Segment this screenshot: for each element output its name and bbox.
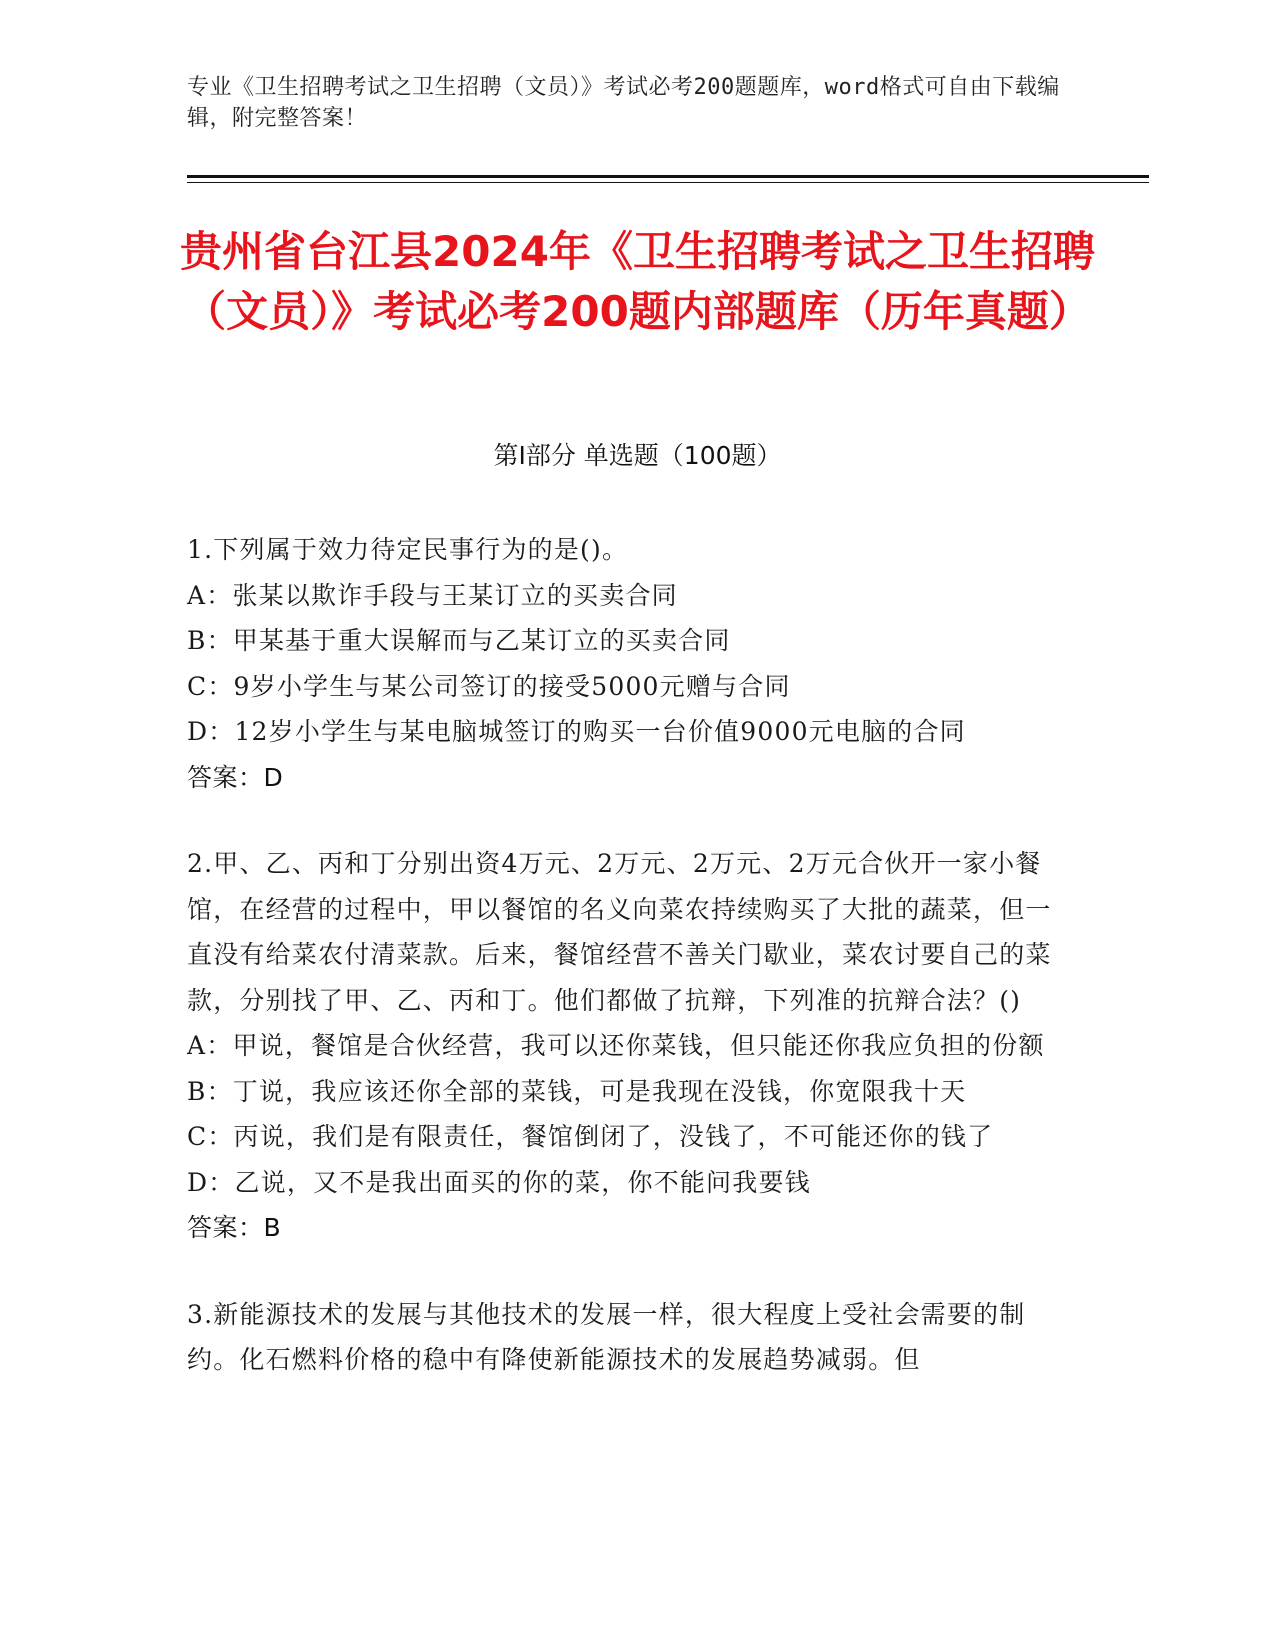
question-stem: 3.新能源技术的发展与其他技术的发展一样，很大程度上受社会需要的制约。化石燃料价格的稳中有降使新能源技术的发展趋势减弱。但 [187, 1299, 1026, 1374]
section-heading: 第I部分 单选题（100题） [493, 441, 782, 470]
header-divider-thick [187, 175, 1149, 178]
question-list [187, 527, 1067, 1424]
option-d: D：乙说，又不是我出面买的你的菜，你不能问我要钱 [187, 1167, 811, 1197]
question-2 [187, 841, 1067, 1251]
question-3 [187, 1292, 1067, 1383]
option-d: D：12岁小学生与某电脑城签订的购买一台价值9000元电脑的合同 [187, 717, 966, 746]
option-c: C：丙说，我们是有限责任，餐馆倒闭了，没钱了，不可能还你的钱了 [187, 1122, 994, 1151]
option-c: C：9岁小学生与某公司签订的接受5000元赠与合同 [187, 671, 791, 701]
question-1 [187, 527, 1067, 800]
answer: 答案：D [187, 762, 284, 792]
option-b: B：甲某基于重大误解而与乙某订立的买卖合同 [187, 626, 731, 655]
header-note: 专业《卫生招聘考试之卫生招聘（文员）》考试必考200题题库，word格式可自由下载编辑，附完整答案！ [187, 75, 1060, 131]
answer: 答案：B [187, 1213, 282, 1242]
question-stem: 1.下列属于效力待定民事行为的是()。 [187, 535, 629, 564]
document-title: 贵州省台江县2024年《卫生招聘考试之卫生招聘（文员）》考试必考200题内部题库（历年真题） [180, 227, 1095, 336]
option-b: B：丁说，我应该还你全部的菜钱，可是我现在没钱，你宽限我十天 [187, 1076, 967, 1106]
question-stem: 2.甲、乙、丙和丁分别出资4万元、2万元、2万元、2万元合伙开一家小餐馆，在经营的过程中，甲以餐馆的名义向菜农持续购买了大批的蔬菜，但一直没有给菜农付清菜款。后来，餐馆经营不善关门歇业，菜农讨要自己的菜款，分别找了甲、乙、丙和丁。他们都做了抗辩，下列准的抗辩合法？() [187, 849, 1052, 1015]
option-a: A：张某以欺诈手段与王某订立的买卖合同 [187, 580, 678, 610]
header-divider-thin [187, 182, 1149, 183]
option-a: A：甲说，餐馆是合伙经营，我可以还你菜钱，但只能还你我应负担的份额 [187, 1031, 1045, 1060]
